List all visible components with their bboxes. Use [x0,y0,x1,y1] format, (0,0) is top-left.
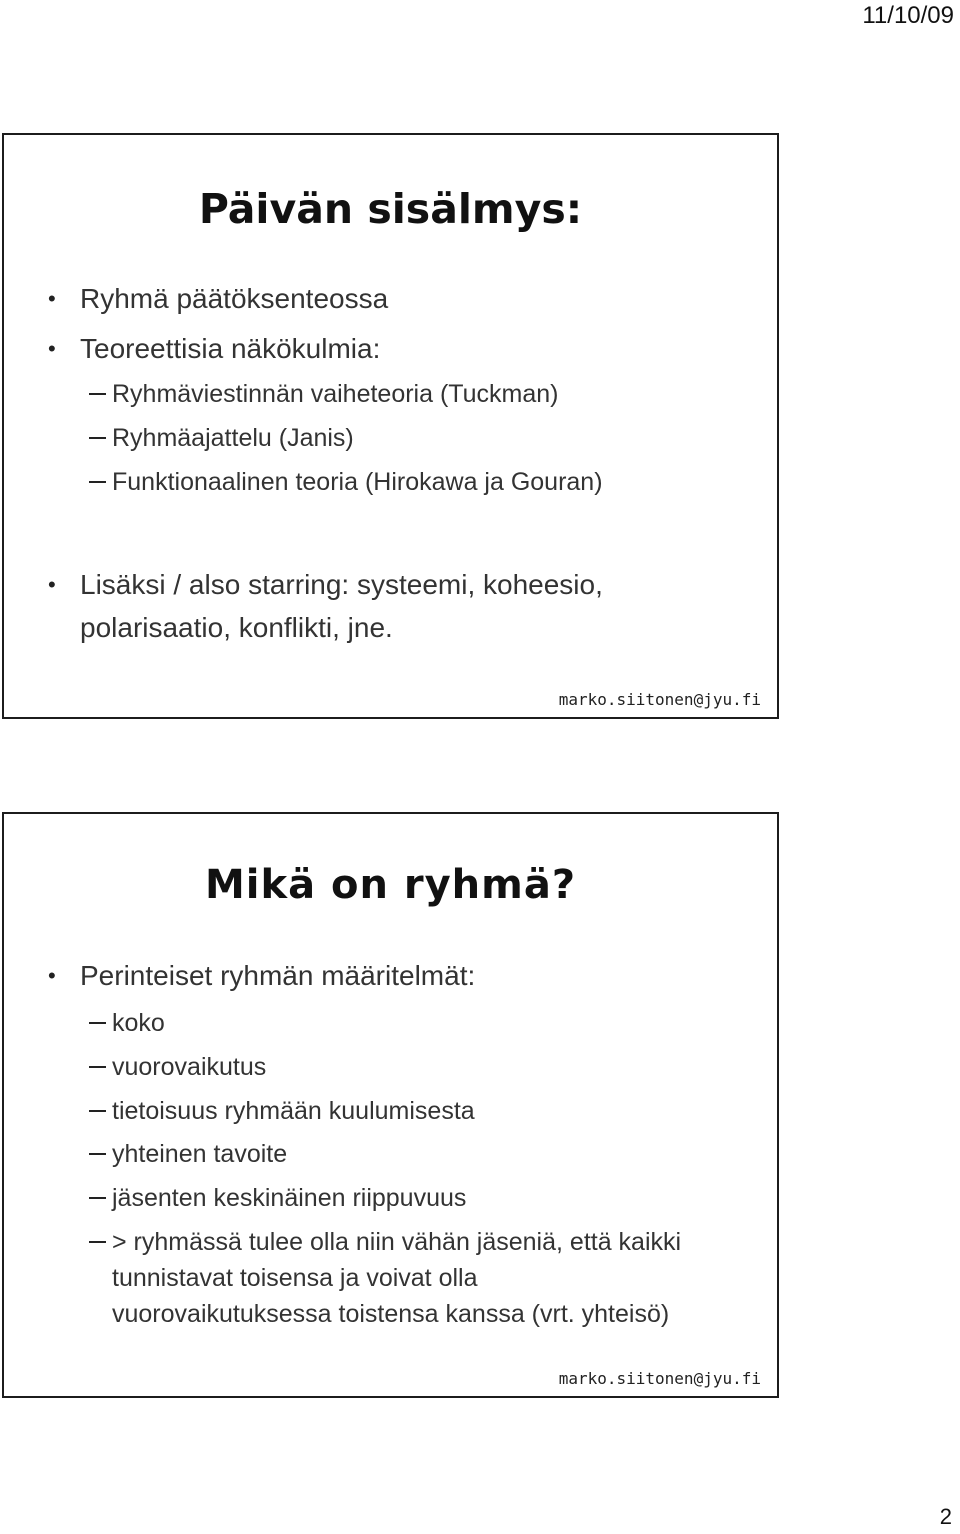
bullet-item: • Lisäksi / also starring: systeemi, koheesio, polarisaatio, konflikti, jne. [48,563,603,649]
slide-title: Päivän sisälmys: [198,185,583,233]
dash-icon [89,1022,106,1024]
dash-icon [89,1153,106,1155]
page-number: 2 [939,1504,952,1529]
bullet-item: • Teoreettisia näkökulmia: [48,331,380,367]
sub-item: Funktionaalinen teoria (Hirokawa ja Gouran) [89,464,603,500]
sub-item: yhteinen tavoite [89,1136,287,1172]
slide-1 [2,133,779,719]
bullet-icon: • [48,572,56,597]
dash-icon [89,1066,106,1068]
sub-item: vuorovaikutus [89,1049,266,1085]
slide-2 [2,812,779,1398]
dash-icon [89,437,106,439]
sub-item: tietoisuus ryhmään kuulumisesta [89,1093,475,1129]
bullet-icon: • [48,336,56,361]
dash-icon [89,393,106,395]
sub-item: jäsenten keskinäinen riippuvuus [89,1180,466,1216]
footer-email: marko.siitonen@jyu.fi [558,1369,761,1388]
bullet-item: • Perinteiset ryhmän määritelmät: [48,958,475,994]
sub-item: Ryhmäajattelu (Janis) [89,420,354,456]
slide-title: Mikä on ryhmä? [204,862,577,908]
page-date: 11/10/09 [862,2,954,29]
bullet-icon: • [48,286,56,311]
bullet-item: • Ryhmä päätöksenteossa [48,281,388,317]
sub-item: koko [89,1005,165,1041]
dash-icon [89,1197,106,1199]
footer-email: marko.siitonen@jyu.fi [558,690,761,709]
sub-item: > ryhmässä tulee olla niin vähän jäseniä, että kaikki tunnistavat toisensa ja voivat olla vuorovaikutuksessa toistensa kanssa (vrt. yhteisö) [89,1224,681,1332]
dash-icon [89,1241,106,1243]
dash-icon [89,481,106,483]
dash-icon [89,1110,106,1112]
sub-item: Ryhmäviestinnän vaiheteoria (Tuckman) [89,376,558,412]
bullet-icon: • [48,963,56,988]
